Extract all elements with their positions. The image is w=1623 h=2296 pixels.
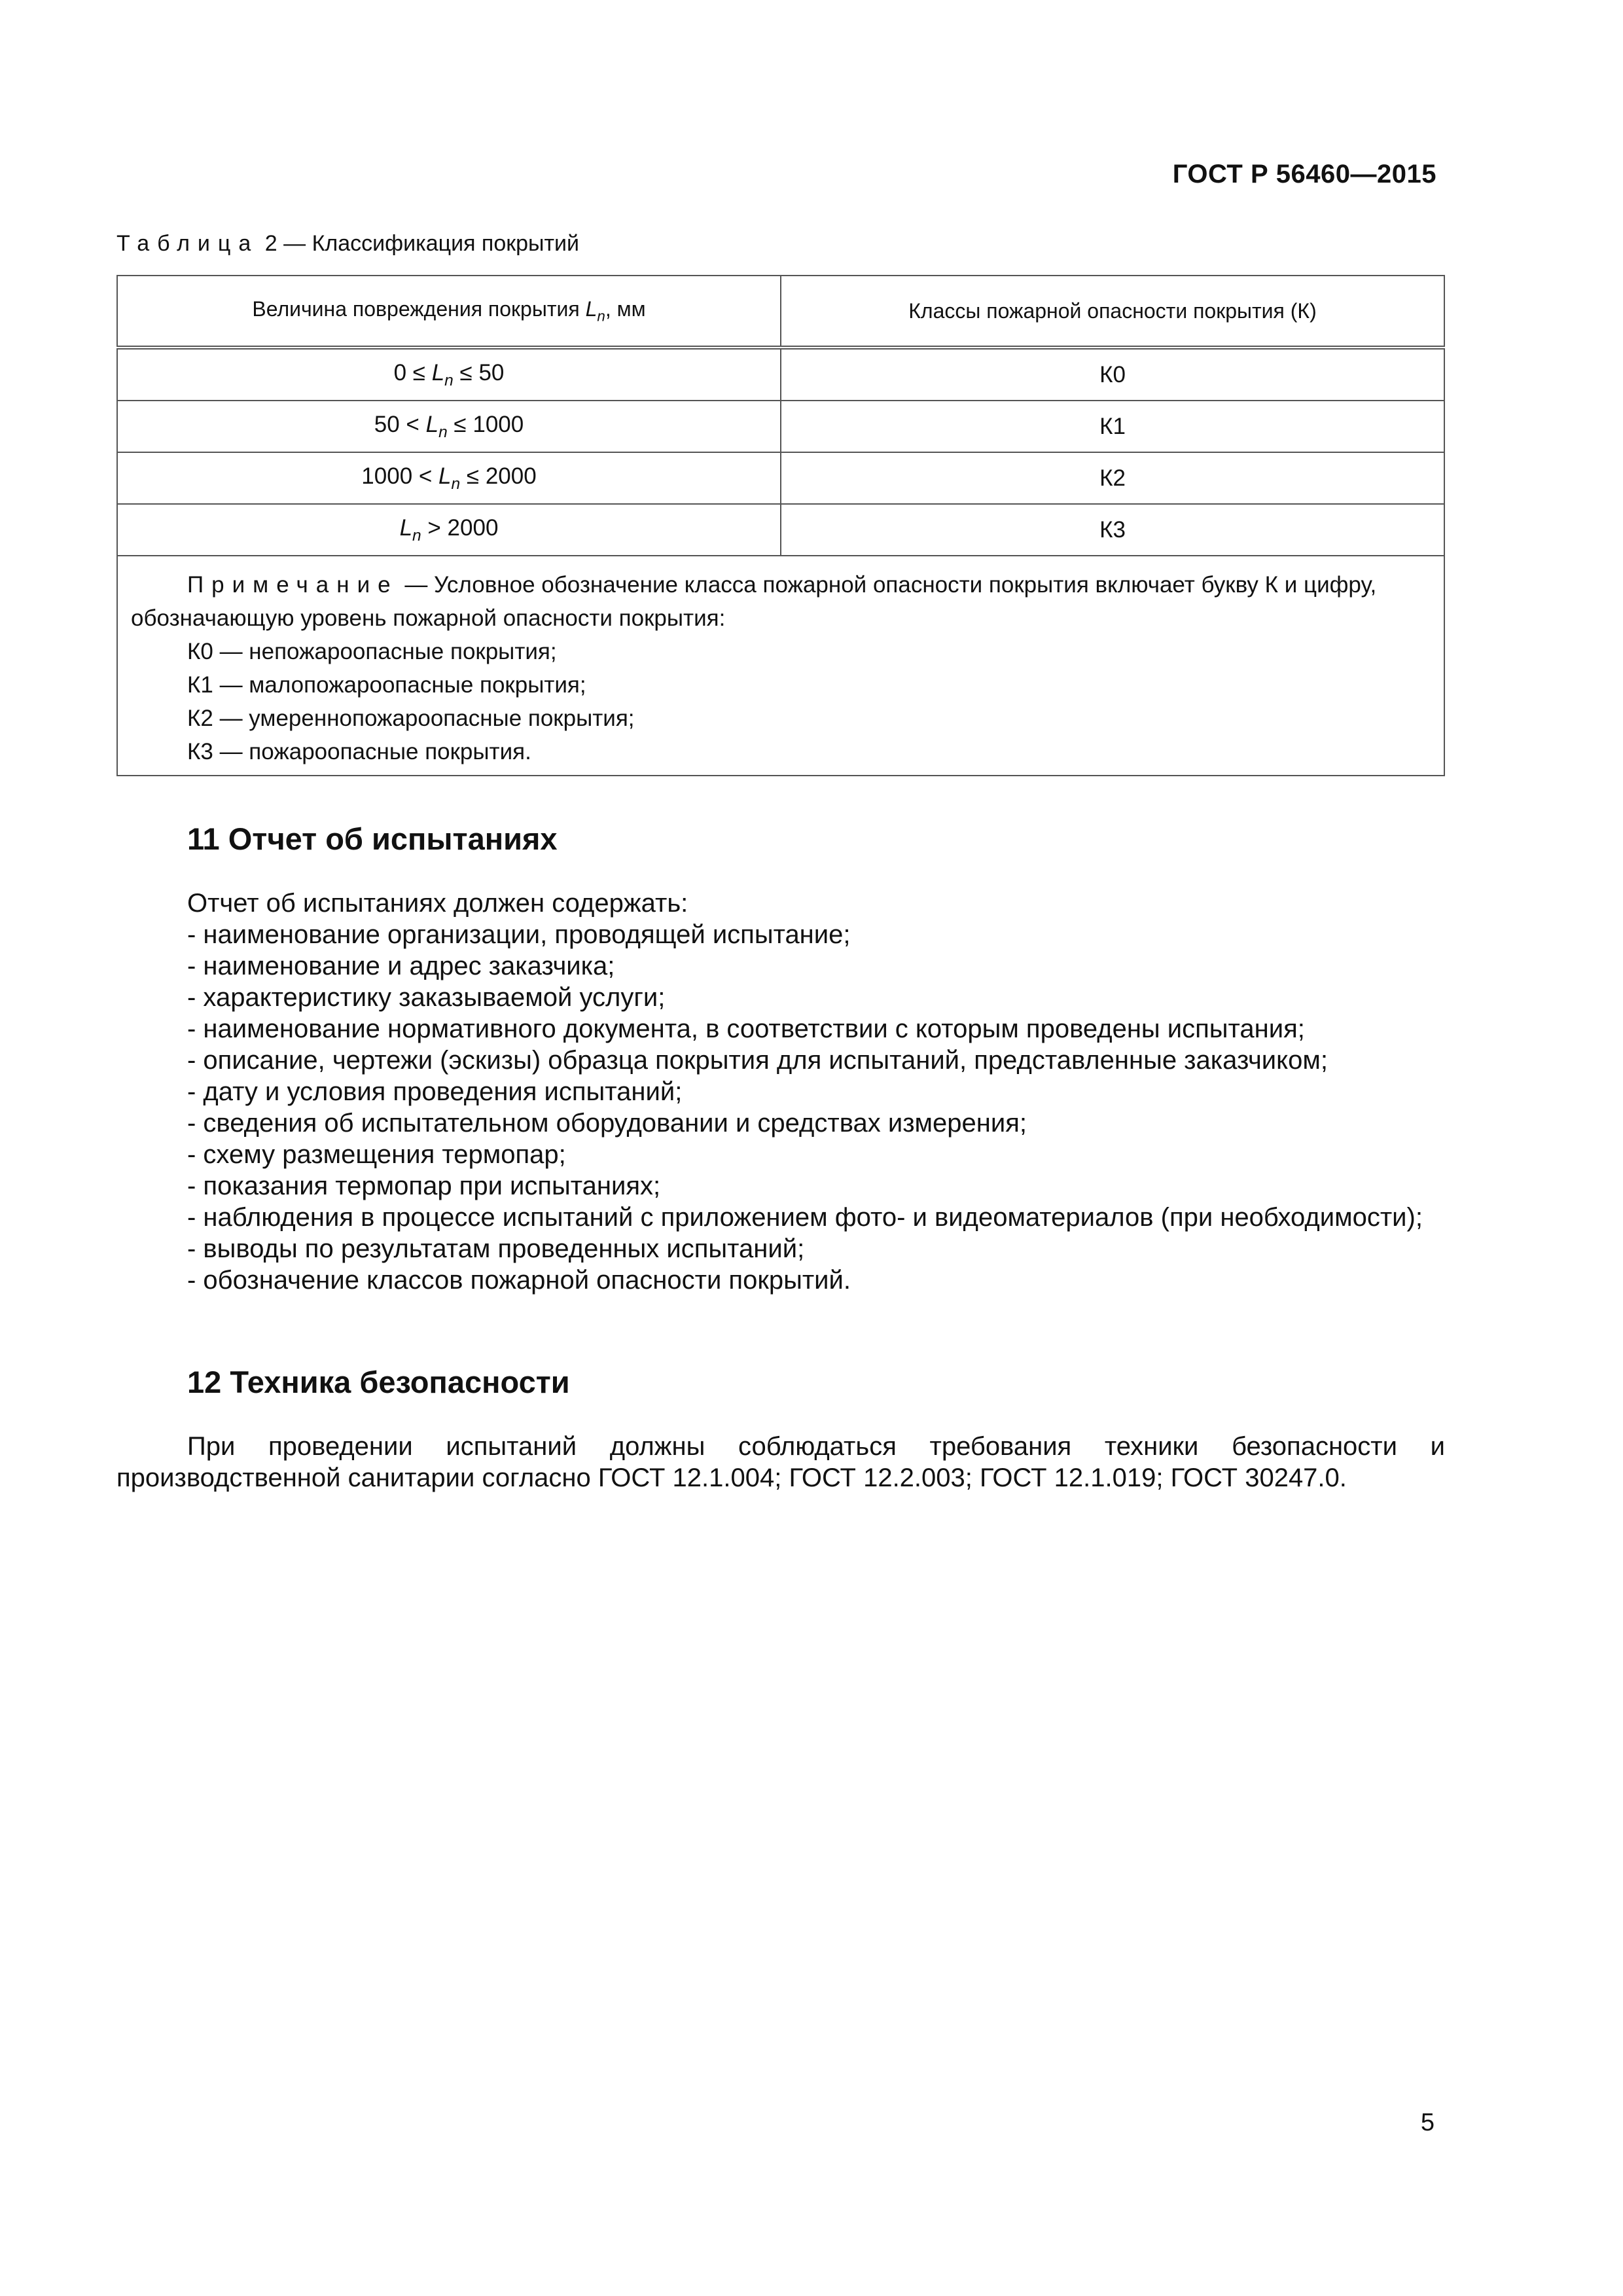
table-header-row xyxy=(117,276,1444,348)
section-11-body xyxy=(116,888,1445,1296)
section-12-text: При проведении испытаний должны соблюдаться требования техники безопасности и производственной санитарии согласно ГОСТ 12.1.004; ГОСТ 12.2.003; ГОСТ 12.1.019; ГОСТ 30247.0. xyxy=(116,1432,1445,1492)
list-item: - схему размещения термопар; xyxy=(187,1140,566,1169)
table-note xyxy=(117,556,1444,776)
damage-range-cell: $50 < L_n \le 1000$ xyxy=(117,401,781,452)
table-caption-number: 2 xyxy=(259,231,277,256)
list-item: - выводы по результатам проведенных испытаний; xyxy=(187,1234,805,1263)
damage-range-cell: $1000 < L_n \le 2000$ xyxy=(117,452,781,504)
list-item: - описание, чертежи (эскизы) образца покрытия для испытаний, представленные заказчиком; xyxy=(187,1046,1328,1075)
classification-table xyxy=(116,275,1445,776)
table-row xyxy=(117,401,1444,452)
table-row xyxy=(117,452,1444,504)
list-item: - показания термопар при испытаниях; xyxy=(187,1172,661,1200)
class-cell: К2 xyxy=(781,452,1444,504)
list-item: - наблюдения в процессе испытаний с приложением фото- и видеоматериалов (при необходимости); xyxy=(187,1203,1423,1232)
class-cell: К3 xyxy=(781,504,1444,556)
table-caption-label: Таблица xyxy=(116,231,259,256)
table-caption xyxy=(116,231,579,257)
section-12-body xyxy=(116,1431,1445,1494)
note-item: К0 — непожароопасные покрытия; xyxy=(187,639,557,664)
class-cell: К0 xyxy=(781,348,1444,401)
list-item: - наименование нормативного документа, в соответствии с которым проведены испытания; xyxy=(187,1014,1305,1043)
list-item: - сведения об испытательном оборудовании и средствах измерения; xyxy=(187,1109,1027,1138)
class-cell: К1 xyxy=(781,401,1444,452)
list-item: - наименование и адрес заказчика; xyxy=(187,952,615,980)
note-paragraph: Примечание — Условное обозначение класса пожарной опасности покрытия включает букву К и цифру, обозначающую уровень пожарной опасности покрытия: xyxy=(131,572,1377,631)
section-12-title: 12 Техника безопасности xyxy=(187,1365,570,1399)
table-note-row xyxy=(117,556,1444,776)
document-code: ГОСТ Р 56460—2015 xyxy=(1172,160,1436,188)
list-item: - обозначение классов пожарной опасности покрытий. xyxy=(187,1266,851,1295)
section-11-title: 11 Отчет об испытаниях xyxy=(187,821,558,856)
table-row xyxy=(117,348,1444,401)
note-item: К1 — малопожароопасные покрытия; xyxy=(187,672,586,698)
damage-range-cell: $L_n > 2000$ xyxy=(117,504,781,556)
section-11-intro: Отчет об испытаниях должен содержать: xyxy=(187,889,688,918)
damage-range-cell: $0 \le L_n \le 50$ xyxy=(117,348,781,401)
table-caption-text: — Классификация покрытий xyxy=(277,231,580,256)
note-item: К2 — умереннопожароопасные покрытия; xyxy=(187,706,635,731)
list-item: - наименование организации, проводящей испытание; xyxy=(187,920,851,949)
list-item: - характеристику заказываемой услуги; xyxy=(187,983,666,1012)
col1-header: Величина повреждения покрытия $L_n$, мм xyxy=(117,276,781,348)
note-item: К3 — пожароопасные покрытия. xyxy=(187,739,531,764)
note-label: Примечание xyxy=(187,572,399,598)
page-number: 5 xyxy=(1420,2109,1435,2136)
col2-header: Классы пожарной опасности покрытия (К) xyxy=(781,276,1444,348)
list-item: - дату и условия проведения испытаний; xyxy=(187,1077,683,1106)
table-row xyxy=(117,504,1444,556)
